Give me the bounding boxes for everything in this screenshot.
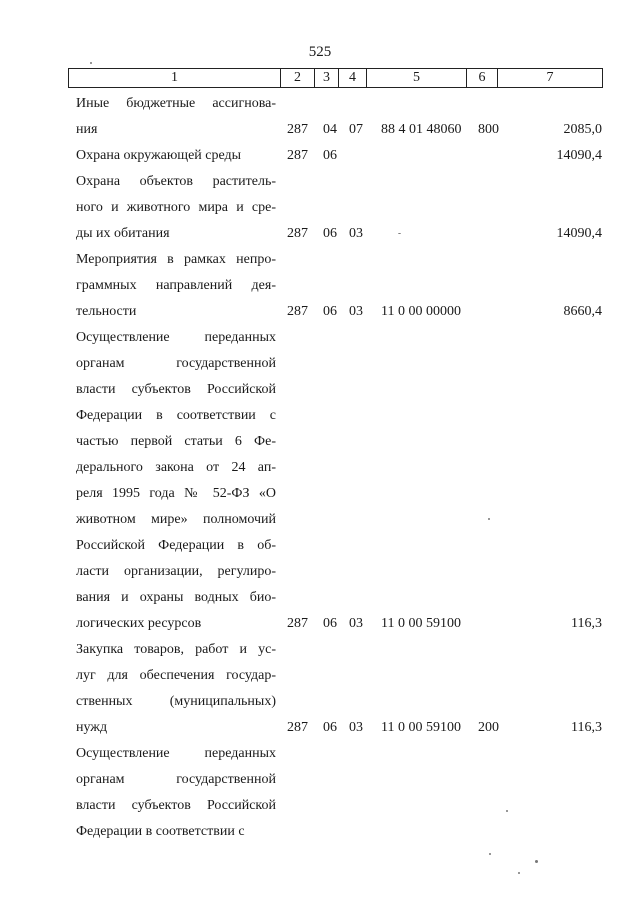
cell-c2: 287: [287, 122, 308, 137]
cell-c3: 06: [323, 720, 337, 735]
row-text-line: Федерации в соответствии с: [76, 824, 245, 839]
cell-c3: 06: [323, 148, 337, 163]
row-text-line: граммных направлений дея-: [76, 278, 276, 293]
row-text-line: ния: [76, 122, 98, 137]
row-text-line: органам государственной: [76, 772, 276, 787]
row-text-line: частью первой статьи 6 Фе-: [76, 434, 276, 449]
row-text-line: Закупка товаров, работ и ус-: [76, 642, 276, 657]
cell-c3: 04: [323, 122, 337, 137]
row-text-line: Осуществление переданных: [76, 746, 276, 761]
scan-speck: [90, 62, 92, 64]
cell-c2: 287: [287, 148, 308, 163]
row-text-line: власти субъектов Российской: [76, 382, 276, 397]
row-text-line: власти субъектов Российской: [76, 798, 276, 813]
column-header-7: 7: [498, 69, 603, 88]
cell-c2: 287: [287, 616, 308, 631]
row-text-line: Федерации в соответствии с: [76, 408, 276, 423]
row-text-line: Иные бюджетные ассигнова-: [76, 96, 276, 111]
cell-c5: 11 0 00 59100: [381, 616, 461, 631]
cell-c7: 116,3: [571, 616, 602, 631]
cell-c7: 8660,4: [563, 304, 602, 319]
cell-c2: 287: [287, 226, 308, 241]
cell-c5: 11 0 00 00000: [381, 304, 461, 319]
row-text-line: Охрана окружающей среды: [76, 148, 242, 163]
column-header-4: 4: [339, 69, 367, 88]
row-text-line: вания и охраны водных био-: [76, 590, 276, 605]
row-text-line: ного и животного мира и сре-: [76, 200, 276, 215]
cell-c2: 287: [287, 720, 308, 735]
cell-c3: 06: [323, 616, 337, 631]
row-text-line: логических ресурсов: [76, 616, 202, 631]
row-text-line: нужд: [76, 720, 108, 735]
scan-speck: [488, 518, 490, 520]
row-text-line: луг для обеспечения государ-: [76, 668, 276, 683]
cell-c4: 03: [349, 226, 363, 241]
cell-c5: 88 4 01 48060: [381, 122, 462, 137]
scan-speck: [518, 872, 520, 874]
row-text-line: органам государственной: [76, 356, 276, 371]
cell-c7: 116,3: [571, 720, 602, 735]
column-header-1: 1: [69, 69, 281, 88]
cell-c3: 06: [323, 226, 337, 241]
row-text-line: Российской Федерации в об-: [76, 538, 276, 553]
scan-speck: [489, 853, 491, 855]
column-header-table: [68, 68, 603, 88]
scan-speck: [535, 860, 538, 863]
cell-c2: 287: [287, 304, 308, 319]
column-header-5: 5: [367, 69, 467, 88]
scan-speck: [398, 233, 401, 234]
cell-c7: 14090,4: [556, 148, 602, 163]
column-header-3: 3: [315, 69, 339, 88]
cell-c6: 200: [478, 720, 499, 735]
row-text-line: реля 1995 года № 52-ФЗ «О: [76, 486, 276, 501]
cell-c7: 2085,0: [563, 122, 602, 137]
cell-c5: 11 0 00 59100: [381, 720, 461, 735]
row-text-line: Осуществление переданных: [76, 330, 276, 345]
row-text-line: ды их обитания: [76, 226, 170, 241]
cell-c4: 07: [349, 122, 363, 137]
cell-c4: 03: [349, 304, 363, 319]
row-text-line: Охрана объектов раститель-: [76, 174, 276, 189]
cell-c4: 03: [349, 616, 363, 631]
page-number: 525: [308, 44, 332, 60]
row-text-line: животном мире» полномочий: [76, 512, 276, 527]
row-text-line: Мероприятия в рамках непро-: [76, 252, 276, 267]
column-header-6: 6: [467, 69, 498, 88]
row-text-line: ласти организации, регулиро-: [76, 564, 276, 579]
cell-c4: 03: [349, 720, 363, 735]
row-text-line: дерального закона от 24 ап-: [76, 460, 276, 475]
column-header-2: 2: [281, 69, 315, 88]
cell-c7: 14090,4: [556, 226, 602, 241]
row-text-line: ственных (муниципальных): [76, 694, 276, 709]
cell-c3: 06: [323, 304, 337, 319]
cell-c6: 800: [478, 122, 499, 137]
row-text-line: тельности: [76, 304, 137, 319]
scan-speck: [506, 810, 508, 812]
column-header-row: [69, 69, 603, 88]
